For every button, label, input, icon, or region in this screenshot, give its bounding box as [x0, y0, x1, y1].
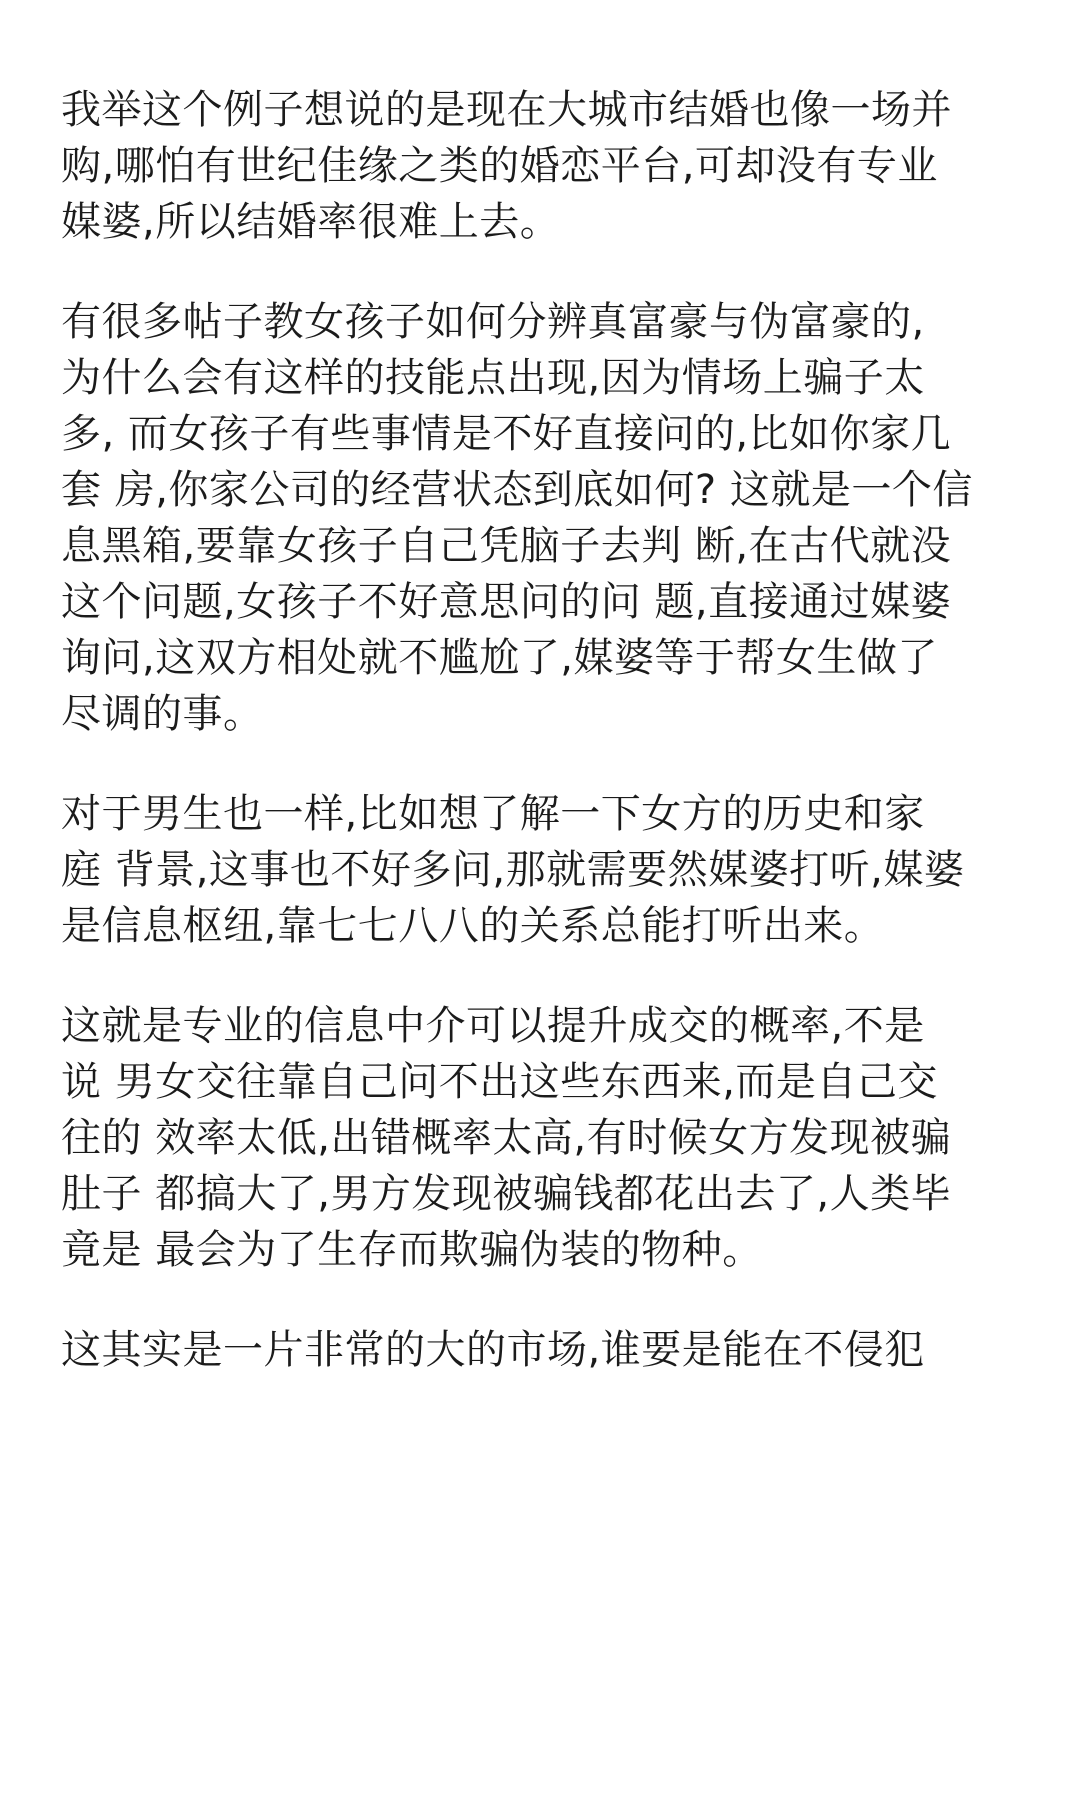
text-line: 庭 背景,这事也不好多问,那就需要然媒婆打听,媒婆 — [61, 847, 965, 893]
text-line: 对于男生也一样,比如想了解一下女方的历史和家 — [61, 791, 925, 837]
text-line: 往的 效率太低,出错概率太高,有时候女方发现被骗 — [61, 1115, 952, 1161]
text-line: 多, 而女孩子有些事情是不好直接问的,比如你家几 — [61, 411, 952, 457]
text-line: 媒婆,所以结婚率很难上去。 — [61, 199, 561, 245]
paragraph-2 — [61, 294, 1020, 742]
text-line: 购,哪怕有世纪佳缘之类的婚恋平台,可却没有专业 — [61, 143, 938, 189]
paragraph-5 — [61, 1322, 1020, 1378]
text-line: 询问,这双方相处就不尴尬了,媒婆等于帮女生做了 — [61, 635, 938, 681]
text-line: 尽调的事。 — [61, 691, 264, 737]
text-line: 是信息枢纽,靠七七八八的关系总能打听出来。 — [61, 903, 885, 949]
text-line: 肚子 都搞大了,男方发现被骗钱都花出去了,人类毕 — [61, 1171, 952, 1217]
paragraph-3 — [61, 786, 1020, 954]
text-line: 为什么会有这样的技能点出现,因为情场上骗子太 — [61, 355, 925, 401]
text-line: 我举这个例子想说的是现在大城市结婚也像一场并 — [61, 87, 952, 133]
text-line: 息黑箱,要靠女孩子自己凭脑子去判 断,在古代就没 — [61, 523, 952, 569]
text-line: 这个问题,女孩子不好意思问的问 题,直接通过媒婆 — [61, 579, 952, 625]
text-line: 说 男女交往靠自己问不出这些东西来,而是自己交 — [61, 1059, 938, 1105]
text-line: 竟是 最会为了生存而欺骗伪装的物种。 — [61, 1227, 763, 1273]
text-line: 有很多帖子教女孩子如何分辨真富豪与伪富豪的, — [61, 299, 925, 345]
paragraph-1 — [61, 82, 1020, 250]
text-line: 这其实是一片非常的大的市场,谁要是能在不侵犯 — [61, 1327, 925, 1373]
text-line: 套 房,你家公司的经营状态到底如何? 这就是一个信 — [61, 467, 973, 513]
text-line: 这就是专业的信息中介可以提升成交的概率,不是 — [61, 1003, 925, 1049]
paragraph-4 — [61, 998, 1020, 1278]
